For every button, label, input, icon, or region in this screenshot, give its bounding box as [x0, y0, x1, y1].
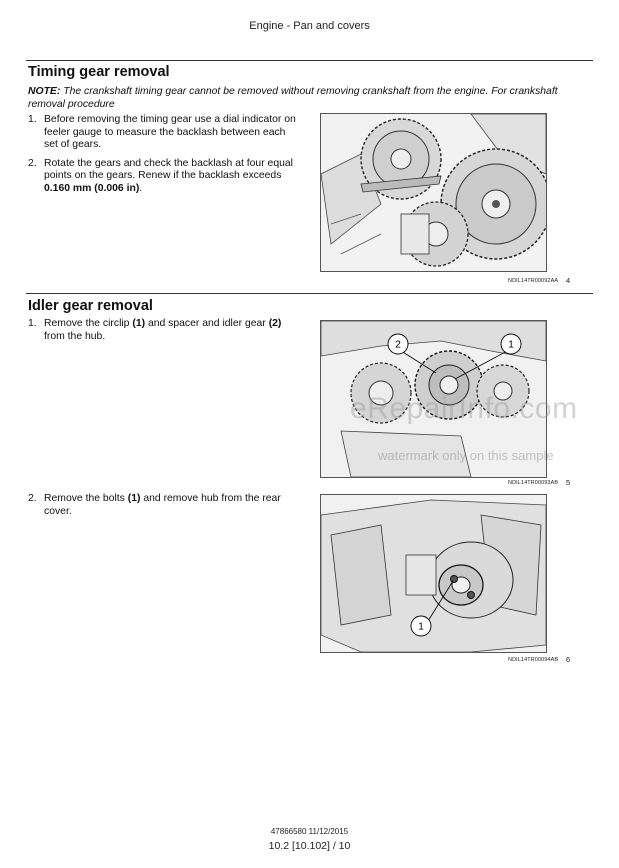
step-item [28, 114, 300, 152]
watermark-site: eRepairInfo.com [350, 392, 578, 425]
step-text: and spacer and idler gear [145, 318, 269, 329]
figure-number: 6 [566, 655, 571, 664]
step-number: 1. [28, 114, 37, 125]
watermark-note: watermark only on this sample [378, 448, 554, 463]
step-number: 2. [28, 493, 37, 504]
step-text-tail: . [139, 182, 143, 194]
figure-code: NDIL14TR00092AA [508, 278, 559, 284]
figure-idler-hub [320, 494, 547, 653]
section-rule [26, 60, 593, 61]
backlash-spec: 0.160 mm (0.006 in) [44, 182, 140, 194]
figure-code: NDIL14TR00093AB [508, 480, 559, 486]
figure-code: NDIL14TR00094AB [508, 657, 559, 663]
idler-step-2 [28, 493, 300, 524]
figure-timing-gears [320, 113, 547, 272]
idler-step-1 [28, 318, 300, 349]
figure-number: 4 [566, 276, 571, 285]
step-text: Remove the circlip [44, 318, 133, 329]
footer-page-number: 10.2 [10.102] / 10 [268, 840, 351, 852]
step-number: 2. [28, 157, 37, 169]
step-text: from the hub. [44, 330, 106, 342]
timing-gears-illustration [321, 114, 546, 271]
callout-label: 1 [508, 339, 514, 351]
callout-label: 2 [395, 339, 401, 351]
step-text: Before removing the timing gear use a dial indicator on feeler gauge to measure the backlash between each set of gears. [44, 114, 296, 151]
footer-doc-id: 47866580 11/12/2015 [270, 827, 349, 836]
callout-ref: (1) [132, 318, 146, 329]
section-title-timing-gear: Timing gear removal [28, 64, 170, 80]
callout-ref: (1) [127, 493, 141, 504]
callout-ref: (2) [268, 318, 282, 329]
note-label: NOTE: [28, 86, 61, 97]
idler-hub-illustration [321, 495, 546, 652]
callout-label: 1 [418, 621, 424, 633]
step-item [28, 318, 300, 343]
step-item [28, 493, 300, 518]
step-text: Rotate the gears and check the backlash at four equal points on the gears. Renew if the backlash exceeds [44, 157, 293, 182]
step-item [28, 158, 300, 196]
section-title-idler-gear: Idler gear removal [28, 298, 153, 314]
step-text: Remove the bolts [44, 493, 128, 504]
step-text: and remove hub from the rear cover. [44, 493, 281, 517]
note-paragraph [28, 86, 593, 111]
section-rule [26, 293, 593, 294]
step-number: 1. [28, 318, 37, 329]
note-text: The crankshaft timing gear cannot be removed without removing crankshaft from the engine. For crankshaft removal procedure [28, 86, 558, 110]
page-header-title: Engine - Pan and covers [249, 20, 370, 32]
timing-steps [28, 114, 300, 202]
figure-number: 5 [566, 478, 571, 487]
